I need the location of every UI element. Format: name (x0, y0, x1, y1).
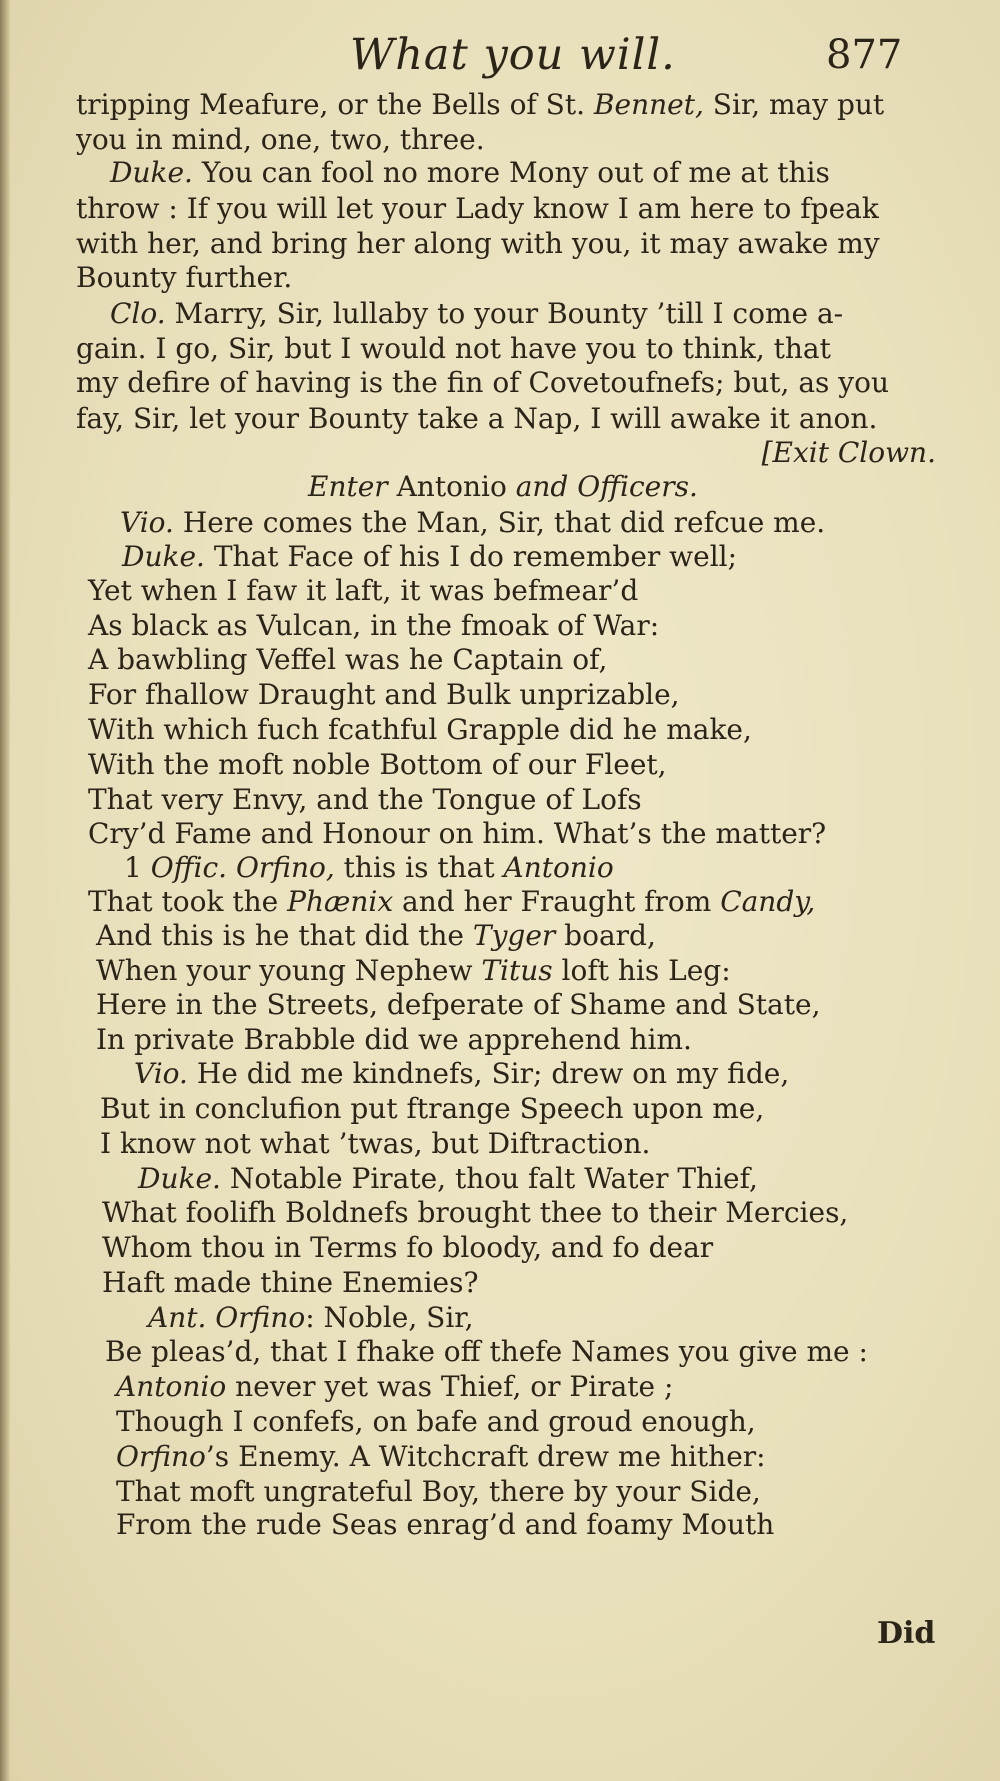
text-line (110, 295, 843, 333)
text-line (88, 883, 815, 921)
catchword: Did (877, 1616, 936, 1651)
italic-text: Antonio (503, 851, 614, 884)
text-line (102, 1264, 479, 1302)
roman-text: And this is he that did the (96, 919, 473, 952)
italic-text: Offic. Orfino, (150, 851, 335, 884)
roman-text: With which fuch fcathful Grapple did he make, (88, 713, 752, 746)
roman-text: You can fool no more Mony out of me at this (192, 156, 830, 189)
text-line (102, 1194, 848, 1232)
roman-text: With the moft noble Bottom of our Fleet, (88, 748, 667, 781)
roman-text: Bounty further. (76, 261, 293, 294)
roman-text: tripping Meafure, or the Bells of St. (76, 88, 594, 121)
text-line (76, 364, 889, 402)
roman-text: : Noble, Sir, (305, 1301, 474, 1334)
text-line (116, 1403, 756, 1441)
text-line (88, 641, 607, 679)
italic-text: Orfino (116, 1440, 206, 1473)
italic-text: [Exit Clown. (761, 436, 936, 469)
roman-text: Haft made thine Enemies? (102, 1266, 479, 1299)
roman-text: That Face of his I do remember well; (204, 540, 738, 573)
page-header (0, 30, 1000, 86)
roman-text: Be pleas’d, that I fhake off thefe Names you give me : (105, 1335, 868, 1368)
roman-text: Yet when I faw it laft, it was befmear’d (88, 574, 639, 607)
running-title: What you will. (350, 30, 676, 80)
text-line (116, 1438, 766, 1476)
roman-text: and her Fraught from (393, 885, 721, 918)
italic-text: Candy, (720, 885, 816, 918)
roman-text: Here comes the Man, Sir, that did refcue me. (173, 506, 826, 539)
italic-text: Vio. (134, 1057, 188, 1090)
italic-text: Titus (481, 954, 553, 987)
text-line (88, 815, 826, 853)
roman-text: When your young Nephew (96, 954, 482, 987)
roman-text: 1 (124, 851, 151, 884)
roman-text: throw : If you will let your Lady know I am here to fpeak (76, 192, 879, 225)
italic-text: Duke. (138, 1162, 221, 1195)
text-line (88, 711, 752, 749)
text-line (76, 259, 292, 297)
roman-text: Marry, Sir, lullaby to your Bounty ’till I come a- (165, 297, 844, 330)
text-line (76, 225, 880, 263)
roman-text: That very Envy, and the Tongue of Lofs (88, 783, 642, 816)
roman-text: with her, and bring her along with you, it may awake my (76, 227, 880, 260)
roman-text: board, (555, 919, 656, 952)
text-line (100, 1125, 650, 1163)
roman-text: ’s Enemy. A Witchcraft drew me hither: (205, 1440, 766, 1473)
text-line (105, 1333, 868, 1371)
roman-text: From the rude Seas enrag’d and foamy Mouth (116, 1508, 775, 1541)
italic-text: Duke. (122, 540, 205, 573)
roman-text: But in conclufion put ftrange Speech upon me, (100, 1092, 765, 1125)
italic-text: Phænix (287, 885, 394, 918)
roman-text: Notable Pirate, thou falt Water Thief, (220, 1162, 758, 1195)
roman-text: loft his Leg: (552, 954, 731, 987)
text-line (96, 917, 656, 955)
text-line (762, 434, 936, 472)
roman-text: Cry’d Fame and Honour on him. What’s the matter? (88, 817, 827, 850)
italic-text: Bennet, (593, 88, 704, 121)
roman-text: my defire of having is the fin of Covetoufnefs; but, as you (76, 366, 890, 399)
roman-text: Whom thou in Terms fo bloody, and fo dear (102, 1231, 714, 1264)
roman-text: As black as Vulcan, in the fmoak of War: (88, 609, 660, 642)
roman-text: A bawbling Veffel was he Captain of, (88, 643, 608, 676)
roman-text: Here in the Streets, defperate of Shame and State, (96, 988, 821, 1021)
text-line (76, 86, 884, 124)
page-gutter-shadow (0, 0, 10, 1781)
text-line (122, 538, 737, 576)
text-line (88, 572, 638, 610)
roman-text: Though I confefs, on bafe and groud enough, (116, 1405, 756, 1438)
italic-text: Vio. (120, 506, 174, 539)
text-line (88, 607, 659, 645)
text-line (138, 1160, 758, 1198)
page-number: 877 (826, 32, 903, 78)
text-line (116, 1506, 774, 1544)
text-line (96, 952, 731, 990)
text-line (76, 190, 879, 228)
text-line (88, 781, 642, 819)
roman-text: Sir, may put (703, 88, 885, 121)
roman-text: That moft ungrateful Boy, there by your Side, (116, 1475, 761, 1508)
text-line (76, 400, 877, 438)
text-line (148, 1299, 474, 1337)
italic-text: and Officers. (515, 470, 698, 503)
roman-text: For fhallow Draught and Bulk unprizable, (88, 678, 680, 711)
italic-text: Clo. (110, 297, 166, 330)
text-line (88, 676, 680, 714)
text-line (88, 746, 667, 784)
italic-text: Enter (308, 470, 388, 503)
text-line (116, 1368, 673, 1406)
roman-text: this is that (334, 851, 504, 884)
italic-text: Ant. Orfino (148, 1301, 306, 1334)
text-line (120, 504, 825, 542)
roman-text: I know not what ’twas, but Diftraction. (100, 1127, 651, 1160)
italic-text: Tyger (472, 919, 556, 952)
roman-text: fay, Sir, let your Bounty take a Nap, I will awake it anon. (76, 402, 878, 435)
text-line (96, 986, 820, 1024)
italic-text: Antonio (116, 1370, 227, 1403)
text-line (308, 468, 698, 506)
text-line (100, 1090, 764, 1128)
text-line (76, 330, 831, 368)
roman-text: That took the (88, 885, 288, 918)
roman-text: you in mind, one, two, three. (76, 123, 485, 156)
roman-text: gain. I go, Sir, but I would not have you to think, that (76, 332, 831, 365)
text-line (96, 1021, 692, 1059)
roman-text: What foolifh Boldnefs brought thee to their Mercies, (102, 1196, 849, 1229)
roman-text: never yet was Thief, or Pirate ; (226, 1370, 674, 1403)
text-line (134, 1055, 789, 1093)
roman-text: Antonio (387, 470, 516, 503)
text-line (124, 849, 614, 887)
text-line (102, 1229, 713, 1267)
roman-text: He did me kindnefs, Sir; drew on my fide, (187, 1057, 790, 1090)
roman-text: In private Brabble did we apprehend him. (96, 1023, 692, 1056)
text-line (110, 154, 830, 192)
italic-text: Duke. (110, 156, 193, 189)
